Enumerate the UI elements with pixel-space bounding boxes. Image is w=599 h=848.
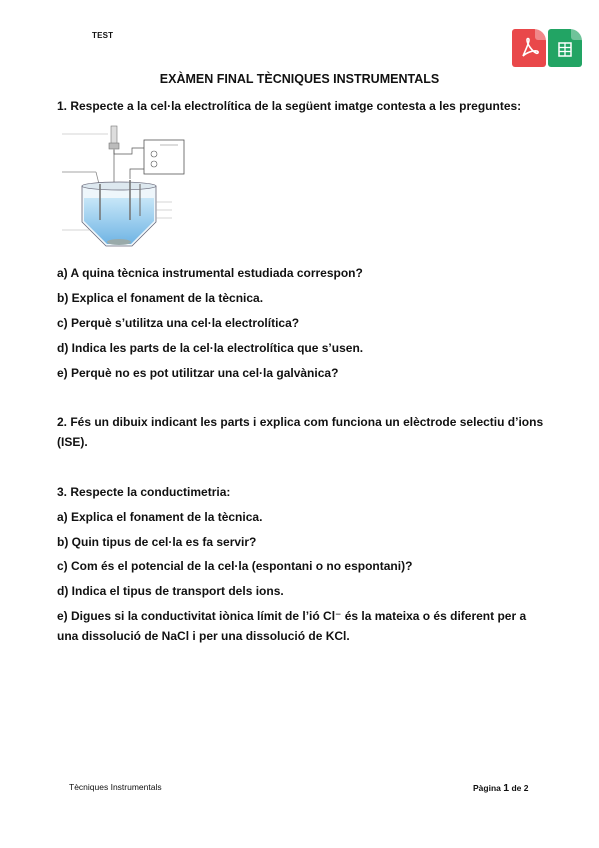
question-3b: b) Quin tipus de cel·la es fa servir?: [57, 535, 257, 549]
pdf-file-icon[interactable]: [512, 29, 546, 67]
question-1a: a) A quina tècnica instrumental estudiada correspon?: [57, 266, 363, 280]
question-1-heading: 1. Respecte a la cel·la electrolítica de la següent imatge contesta a les preguntes:: [57, 99, 522, 113]
footer-page-number: [473, 782, 529, 794]
page-of: de: [511, 783, 522, 793]
page-title: EXÀMEN FINAL TÈCNIQUES INSTRUMENTALS: [159, 72, 440, 86]
spreadsheet-file-icon[interactable]: [548, 29, 582, 67]
question-3c: c) Com és el potencial de la cel·la (espontani o no espontani)?: [57, 559, 413, 573]
spreadsheet-glyph-icon: [548, 29, 582, 67]
question-1c: c) Perquè s’utilitza una cel·la electrolítica?: [57, 316, 300, 330]
electrolytic-cell-diagram: [60, 124, 192, 252]
question-3a: a) Explica el fonament de la tècnica.: [57, 510, 263, 524]
question-3d: d) Indica el tipus de transport dels ions.: [57, 584, 284, 598]
footer-course-name: Tècniques Instrumentals: [69, 782, 162, 792]
question-1b: b) Explica el fonament de la tècnica.: [57, 291, 264, 305]
page-current: 1: [503, 782, 510, 794]
question-3-heading: 3. Respecte la conductimetria:: [57, 485, 231, 499]
question-2: 2. Fés un dibuix indicant les parts i explica com funciona un elèctrode selectiu d’ions (ISE).: [57, 415, 544, 449]
header-label: TEST: [92, 31, 114, 40]
pdf-glyph-icon: [512, 29, 546, 67]
page-total: 2: [523, 783, 529, 793]
question-3e: e) Digues si la conductivitat iònica límit de l’ió Cl⁻ és la mateixa o és diferent per a una dissolució de NaCl i per una dissolució de KCl.: [57, 609, 527, 643]
page-prefix: Pàgina: [473, 783, 501, 793]
question-1d: d) Indica les parts de la cel·la electrolítica que s’usen.: [57, 341, 364, 355]
question-1e: e) Perquè no es pot utilitzar una cel·la galvànica?: [57, 366, 339, 380]
